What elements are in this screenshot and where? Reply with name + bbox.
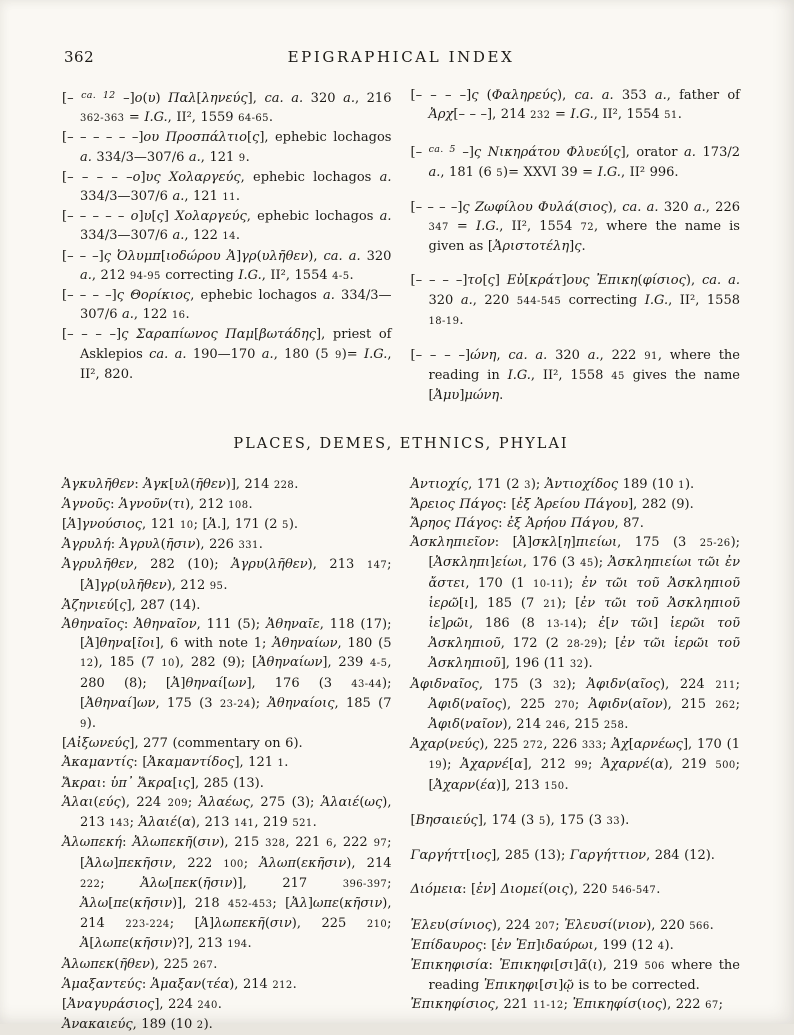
index-entry: [Αἰξωνεύς], 277 (commentary on 6). — [62, 736, 303, 752]
index-entry: Ἀκαμαντίς: [Ἀκαμαντίδος], 121 1. — [62, 755, 289, 771]
places-left-column — [62, 475, 392, 1035]
index-entry: Ἀζηνιεύ[ς], 287 (14). — [62, 597, 201, 613]
index-entry: Ἁμαξαντεύς: Ἁμαξαν(τέα), 214 212. — [62, 976, 297, 992]
index-entry: Ἀσκληπιεῖον: [Ἀ]σκλ[η]πιείωι, 175 (3 25-26); [Ἀσκληπι]είωι, 176 (3 45); Ἀσκληπιείωι τῶι ἐν ἄστει, 170 (1 10-11); ἐν τῶι τοῦ Ἀσκληπιοῦ ἱερῶ[ι], 185 (7 21); [ἐν τῶι τοῦ Ἀσκληπιοῦ ἱε]ρῶι, 186 (8 13-14); ἐ[ν τῶι] ἱερῶι τοῦ Ἀσκληπιοῦ, 172 (2 28-29); [ἐν τῶι ἱερῶι τοῦ Ἀσκληπιοῦ], 196 (11 32). — [410, 535, 741, 672]
index-entry: [– – – – – –]ου Προσπάλτιο[ς], ephebic lochagos a. 334/3—307/6 a., 121 9. — [62, 130, 392, 165]
index-entry: Ἐπικηφισία: Ἐπικηφι[σι]ᾶ(ι), 219 506 where the reading Ἐπικηφι[σι]ῷ is to be corrected. — [410, 957, 740, 994]
index-entry: [– – –]ς Ὀλυμπ[ιοδώρου Ἀ]γρ(υλῆθεν), ca. a. 320 a., 212 94-95 correcting I.G., II², 1554 4-5. — [62, 248, 392, 283]
index-entry: Ἀγρυλῆθεν, 282 (10); Ἀγρυ(λῆθεν), 213 147; [Ἀ]γρ(υλῆθεν), 212 95. — [62, 557, 392, 593]
index-entry: Ἄκραι: ὑπ᾽ Ἄκρα[ις], 285 (13). — [62, 775, 264, 791]
index-entry: Ἀγκυλῆθεν: Ἀγκ[υλ(ῆθεν)], 214 228. — [62, 476, 299, 492]
index-entry: Ἄρηος Πάγος: ἐξ Ἀρήου Πάγου, 87. — [410, 516, 644, 532]
running-title: EPIGRAPHICAL INDEX — [287, 48, 515, 66]
name-fragments-index — [62, 86, 740, 406]
index-entry: Ἀλωπεκ(ῆθεν), 225 267. — [62, 956, 218, 972]
index-entry: [Ἀναγυράσιος], 224 240. — [62, 996, 222, 1012]
index-entry: Ἀθηναῖος: Ἀθηναῖον, 111 (5); Ἀθηναῖε, 118 (17); [Ἀ]θηνα[ῖοι], 6 with note 1; Ἀθηναίων, 180 (5 12), 185 (7 10), 282 (9); [Ἀθηναίων], 239 4-5, 280 (8); [Ἀ]θηναί[ων], 176 (3 43-44); [Ἀθηναί]ων, 175 (3 23-24); Ἀθηναίοις, 185 (7 9). — [62, 617, 392, 732]
index-entry: Ἁγνοῦς: Ἁγνοῦν(τι), 212 108. — [62, 496, 253, 512]
index-entry: Ἁλαι(εύς), 224 209; Ἁλαέως, 275 (3); Ἁλαιέ(ως), 213 143; Ἁλαιέ(α), 213 141, 219 521. — [62, 794, 392, 831]
name-index-left-column — [62, 86, 392, 384]
index-entry: [– – – –]ς Θορίκιος, ephebic lochagos a. 334/3—307/6 a., 122 16. — [62, 288, 392, 323]
index-entry: [– – – – – ο]υ[ς] Χολαργεύς, ephebic lochagos a. 334/3—307/6 a., 122 14. — [62, 209, 392, 244]
index-entry: Ἀνακαιεύς, 189 (10 2). — [62, 1017, 213, 1033]
index-entry: Ἄρειος Πάγος: [ἐξ Ἀρείου Πάγου], 282 (9). — [410, 496, 694, 512]
index-entry: Ἀφιδναῖος, 175 (3 32); Ἀφιδν(αῖος), 224 211; Ἀφιδ(ναῖος), 225 270; Ἀφιδν(αῖον), 215 262; Ἀφιδ(ναῖον), 214 246, 215 258. — [410, 676, 741, 733]
index-entry: [– $^{ca. 5}$ –]ς Νικηράτου Φλυεύ[ς], orator a. 173/2 a., 181 (6 5)= XXVI 39 = I.G., II² 996. — [410, 144, 741, 180]
index-entry: [Βησαιεύς], 174 (3 5), 175 (3 33). — [410, 812, 630, 828]
index-entry: Διόμεια: [ἐν] Διομεί(οις), 220 546-547. — [410, 882, 661, 898]
page-number: 362 — [64, 48, 95, 66]
index-entry: Ἐπίδαυρος: [ἐν Ἐπ]ιδαύρωι, 199 (12 4). — [410, 937, 674, 953]
index-entry: Γαργήττ[ιος], 285 (13); Γαργήττιον, 284 (12). — [410, 848, 715, 864]
index-entry: Ἀντιοχίς, 171 (2 3); Ἀντιοχίδος 189 (10 1). — [410, 476, 695, 492]
index-entry: [– $^{ca. 12}$ –]ο(υ) Παλ[ληνεύς], ca. a. 320 a., 216 362-363 = I.G., II², 1559 64-65. — [62, 90, 392, 126]
index-entry: Ἀχαρ(νεύς), 225 272, 226 333; Ἀχ[αρνέως], 170 (1 19); Ἀχαρνέ[α], 212 99; Ἀχαρνέ(α), 219 500; [Ἀχαρν(έα)], 213 150. — [410, 737, 740, 793]
index-entry: Ἀλωπεκή: Ἀλωπεκῆ(σιν), 215 328, 221 6, 222 97; [Ἀλω]πεκῆσιν, 222 100; Ἀλωπ(εκῆσιν), 214 222; Ἀλω[πεκ(ῆσιν)], 217 396-397; Ἀλω[πε(κῆσιν)], 218 452-453; [Ἀλ]ωπε(κῆσιν), 214 223-224; [Ἀ]λωπεκῆ(σιν), 225 210; Ἀ[λωπε(κῆσιν)?], 213 194. — [62, 835, 392, 952]
index-entry: [– – – –]ς (Φαληρεύς), ca. a. 353 a., father of Ἀρχ[– – –], 214 232 = I.G., II², 1554 51. — [410, 88, 740, 123]
index-entry: [– – – –]ς Σαραπίωνος Παμ[βωτάδης], priest of Asklepios ca. a. 190—170 a., 180 (5 9)= I.G., II², 820. — [62, 327, 392, 382]
index-entry: [– – – –]το[ς] Εὐ[κράτ]ους Ἐπικη(φίσιος), ca. a. 320 a., 220 544-545 correcting I.G., II², 1558 18-19. — [410, 273, 740, 328]
places-right-column — [411, 475, 741, 1016]
index-entry: Ἐλευ(σίνιος), 224 207; Ἐλευσί(νιον), 220 566. — [410, 917, 714, 933]
index-entry: [– – – – –ο]υς Χολαργεύς, ephebic lochagos a. 334/3—307/6 a., 121 11. — [62, 169, 392, 205]
index-entry: Ἐπικηφίσιος, 221 11-12; Ἐπικηφίσ(ιος), 222 67; — [410, 997, 724, 1013]
name-index-right-column — [411, 86, 741, 406]
index-entry: [– – – –]ς Ζωφίλου Φυλά(σιος), ca. a. 320 a., 226 347 = I.G., II², 1554 72, where the name is given as [Ἀριστοτέλη]ς. — [410, 199, 740, 255]
index-entry: Ἀγρυλή: Ἀγρυλ(ῆσιν), 226 331. — [62, 537, 263, 553]
index-entry: [– – – –]ώνη, ca. a. 320 a., 222 91, where the reading in I.G., II², 1558 45 gives the name [Ἀμυ]μώνη. — [410, 348, 740, 404]
index-entry: [Ἁ]γνούσιος, 121 10; [Ἁ.], 171 (2 5). — [62, 517, 299, 533]
section-title: PLACES, DEMES, ETHNICS, PHYLAI — [233, 435, 569, 452]
places-demes-index — [62, 475, 740, 1035]
page-header — [62, 48, 740, 70]
